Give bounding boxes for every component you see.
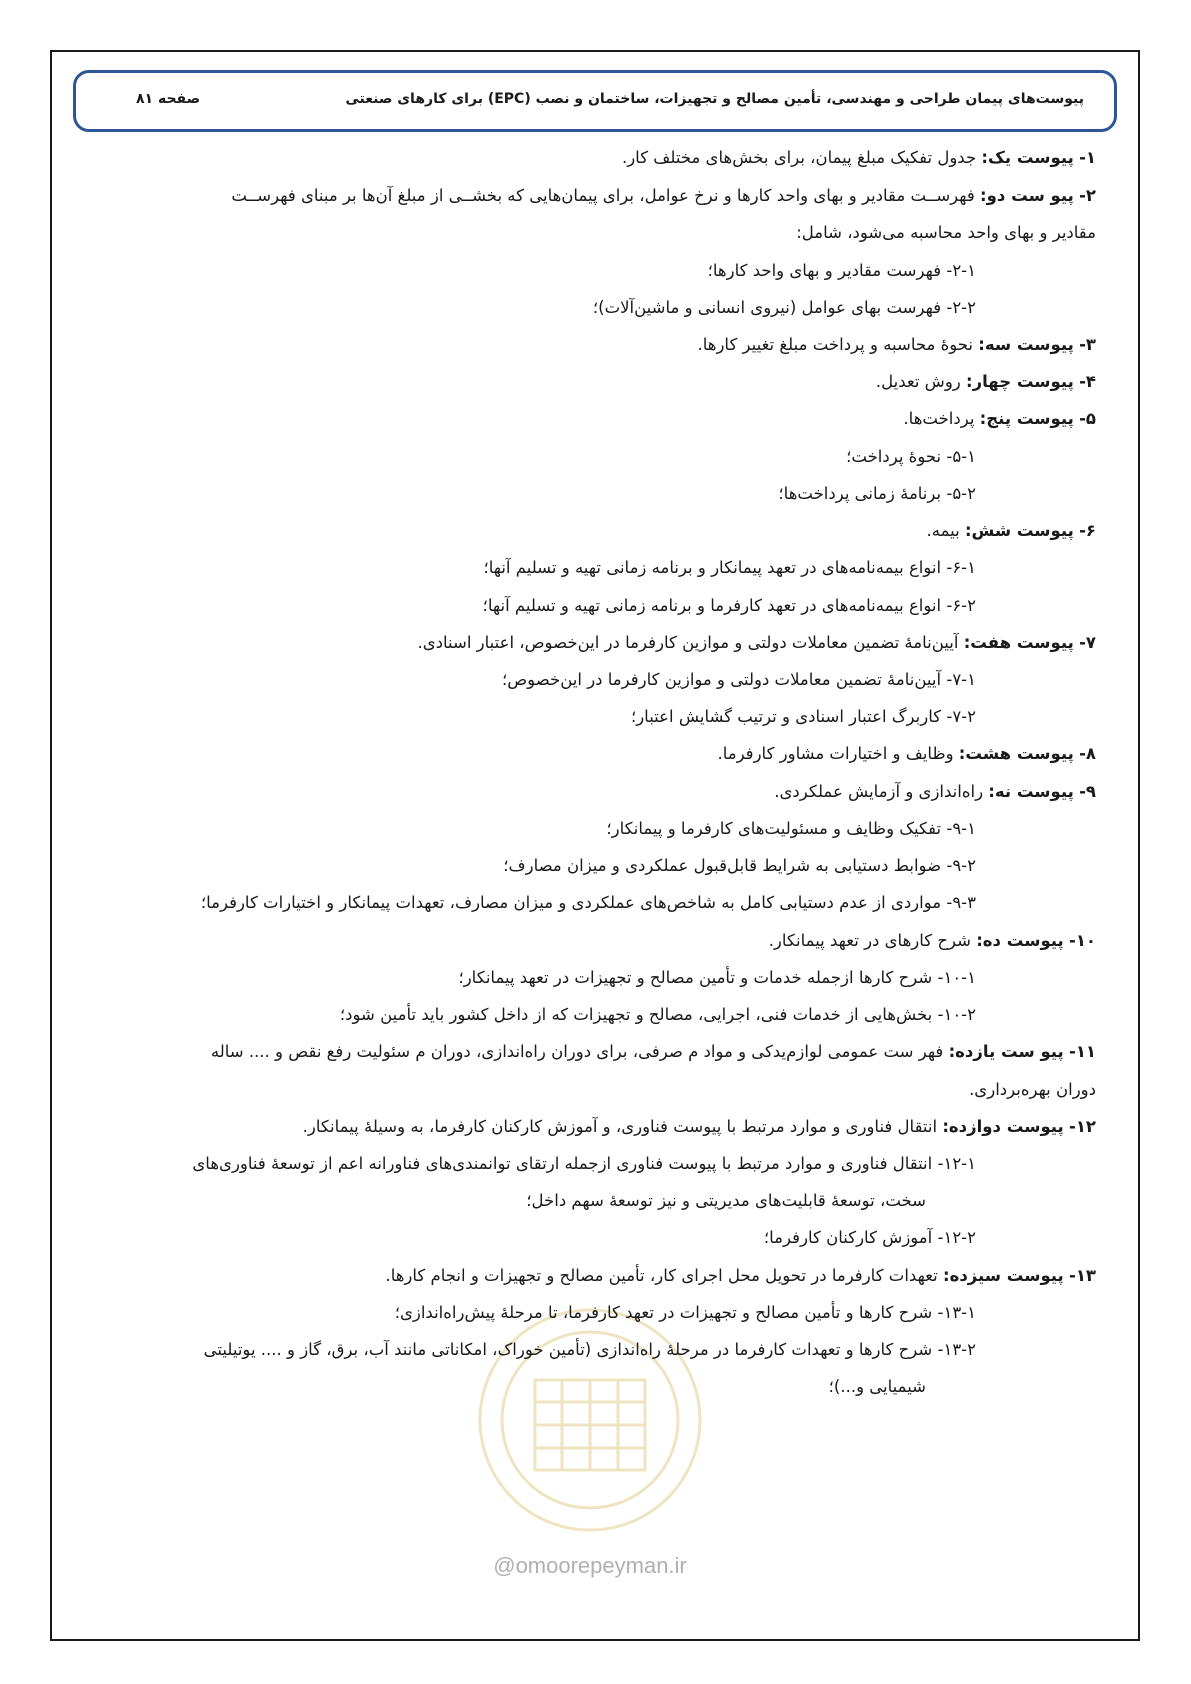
appendix-text: ضوابط دستیابی به شرایط قابل‌قبول عملکردی و میزان مصارف؛ [503, 856, 942, 875]
item-number: ۱۳- [1068, 1266, 1096, 1285]
appendix-line [697, 334, 1096, 356]
appendix-text: برنامهٔ زمانی پرداخت‌ها؛ [778, 484, 942, 503]
appendix-label: پیوست هفت: [963, 633, 1074, 652]
item-number: ۶-۲- [946, 596, 976, 615]
header-title: پیوست‌های پیمان طراحی و مهندسی، تأمین مصالح و تجهیزات، ساختمان و نصب (EPC) برای کارهای صنعتی [345, 91, 1084, 107]
appendix-text: فهرست بهای عوامل (نیروی انسانی و ماشین‌آلات)؛ [592, 298, 942, 317]
appendix-text: فهر ست عمومی لوازم‌یدکی و مواد م صرفی، برای دوران راه‌اندازی، دوران م سئولیت رفع نقص و .... ساله [210, 1042, 949, 1061]
item-number: ۱۰-۱- [937, 968, 976, 987]
item-number: ۲-۲- [946, 298, 976, 317]
appendix-text: وظایف و اختیارات مشاور کارفرما. [717, 744, 959, 763]
appendix-line [876, 371, 1096, 393]
appendix-label: پیوست هشت: [958, 744, 1074, 763]
appendix-line [631, 706, 976, 728]
appendix-line [708, 260, 976, 282]
item-number: ۱۰- [1068, 931, 1096, 950]
item-number: ۱۳-۲- [937, 1340, 976, 1359]
appendix-line [395, 1302, 976, 1324]
appendix-line [764, 1227, 976, 1249]
watermark-logo [440, 1290, 740, 1590]
appendix-line [593, 297, 976, 319]
item-number: ۹- [1079, 782, 1096, 801]
item-number: ۷-۱- [946, 670, 976, 689]
appendix-label: پیوست یک: [981, 148, 1074, 167]
item-number: ۱۳-۱- [937, 1303, 976, 1322]
appendix-text: جدول تفکیک مبلغ پیمان، برای بخش‌های مختلف کار. [621, 148, 982, 167]
appendix-text: بخش‌هایی از خدمات فنی، اجرایی، مصالح و تجهیزات که از داخل کشور باید تأمین شود؛ [339, 1005, 933, 1024]
appendix-text: فهرســت مقادیر و بهای واحد کارها و نرخ عوامل، برای پیمان‌هایی که بخشــی از مبلغ آن‌ها بر مبنای فهرســت [231, 186, 981, 205]
appendix-text: انواع بیمه‌نامه‌های در تعهد پیمانکار و برنامه زمانی تهیه و تسلیم آنها؛ [483, 558, 942, 577]
item-number: ۹-۳- [946, 893, 976, 912]
appendix-text: سخت، توسعهٔ قابلیت‌های مدیریتی و نیز توسعهٔ سهم داخل؛ [526, 1191, 926, 1210]
appendix-line [483, 557, 976, 579]
item-number: ۱۱- [1068, 1042, 1096, 1061]
appendix-text: تعهدات کارفرما در تحویل محل اجرای کار، تأمین مصالح و تجهیزات و انجام کارها. [385, 1266, 943, 1285]
appendix-text: آیین‌نامهٔ تضمین معاملات دولتی و موازین کارفرما در این‌خصوص؛ [501, 670, 942, 689]
appendix-text: پرداخت‌ها. [903, 409, 980, 428]
appendix-line [717, 743, 1096, 765]
appendix-text: انواع بیمه‌نامه‌های در تعهد کارفرما و برنامه زمانی تهیه و تسلیم آنها؛ [482, 596, 942, 615]
appendix-text: شرح کارهای در تعهد پیمانکار. [768, 931, 977, 950]
appendix-label: پیوست شش: [964, 521, 1074, 540]
appendix-text: انتقال فناوری و موارد مرتبط با پیوست فناوری ازجمله ارتقای توانمندی‌های فناورانه اعم از توسعهٔ فناوری‌های [192, 1154, 933, 1173]
appendix-line [846, 446, 976, 468]
appendix-line [303, 1116, 1096, 1138]
appendix-text: آموزش کارکنان کارفرما؛ [763, 1228, 933, 1247]
appendix-line [385, 1265, 1096, 1287]
item-number: ۵-۲- [946, 484, 976, 503]
appendix-label: پیوست چهار: [966, 372, 1074, 391]
item-number: ۴- [1079, 372, 1096, 391]
appendix-line [483, 595, 976, 617]
item-number: ۹-۱- [946, 819, 976, 838]
appendix-line [204, 1339, 976, 1361]
item-number: ۷- [1079, 633, 1096, 652]
item-number: ۳- [1079, 335, 1096, 354]
appendix-text: انتقال فناوری و موارد مرتبط با پیوست فناوری، و آموزش کارکنان کارفرما، به وسیلهٔ پیمانکار. [302, 1117, 943, 1136]
item-number: ۱- [1079, 148, 1096, 167]
appendix-text: راه‌اندازی و آزمایش عملکردی. [774, 782, 989, 801]
appendix-text: روش تعدیل. [875, 372, 967, 391]
appendix-line [231, 185, 1096, 207]
item-number: ۲- [1079, 186, 1096, 205]
appendix-line [458, 967, 976, 989]
appendix-line [340, 1004, 976, 1026]
appendix-line [526, 1190, 926, 1212]
appendix-line [503, 855, 976, 877]
watermark-text: @omoorepeyman.ir [493, 1553, 687, 1578]
appendix-label: پیوست سیزده: [942, 1266, 1064, 1285]
appendix-line [969, 1079, 1096, 1101]
appendix-line [622, 147, 1096, 169]
appendix-text: شرح کارها و تعهدات کارفرما در مرحلهٔ راه‌اندازی (تأمین خوراک، امکاناتی مانند آب، برق، گاز و .... یوتیلیتی [203, 1340, 933, 1359]
page-header [73, 70, 1117, 132]
appendix-text: شرح کارها ازجمله خدمات و تأمین مصالح و تجهیزات در تعهد پیمانکار؛ [458, 968, 933, 987]
appendix-text: فهرست مقادیر و بهای واحد کارها؛ [707, 261, 942, 280]
appendix-line [903, 408, 1096, 430]
item-number: ۵-۱- [946, 447, 976, 466]
appendix-label: پیوست نه: [988, 782, 1074, 801]
appendix-line [769, 930, 1096, 952]
appendix-line [606, 818, 976, 840]
appendix-label: پیوست ده: [976, 931, 1064, 950]
appendix-text: آیین‌نامهٔ تضمین معاملات دولتی و موازین کارفرما در این‌خصوص، اعتبار اسنادی. [417, 633, 964, 652]
appendix-text: دوران بهره‌برداری. [969, 1080, 1096, 1099]
appendix-label: پیو ست دو: [980, 186, 1074, 205]
appendix-text: تفکیک وظایف و مسئولیت‌های کارفرما و پیمانکار؛ [606, 819, 942, 838]
item-number: ۸- [1079, 744, 1096, 763]
appendix-line [774, 781, 1096, 803]
item-number: ۶- [1079, 521, 1096, 540]
appendix-line [796, 222, 1096, 244]
item-number: ۶-۱- [946, 558, 976, 577]
appendix-line [417, 632, 1096, 654]
item-number: ۹-۲- [946, 856, 976, 875]
appendix-label: پیوست دوازده: [942, 1117, 1064, 1136]
appendix-text: نحوهٔ پرداخت؛ [846, 447, 942, 466]
appendix-line [829, 1376, 926, 1398]
appendix-line [192, 1153, 976, 1175]
item-number: ۱۲- [1068, 1117, 1096, 1136]
appendix-text: بیمه. [926, 521, 965, 540]
appendix-text: شیمیایی و...)؛ [828, 1377, 926, 1396]
item-number: ۱۲-۱- [937, 1154, 976, 1173]
item-number: ۵- [1079, 409, 1096, 428]
appendix-text: مواردی از عدم دستیابی کامل به شاخص‌های عملکردی و میزان مصارف، تعهدات پیمانکار و اختیارات کارفرما؛ [200, 893, 942, 912]
item-number: ۱۰-۲- [937, 1005, 976, 1024]
appendix-text: کاربرگ اعتبار اسنادی و ترتیب گشایش اعتبار؛ [630, 707, 942, 726]
appendix-line [926, 520, 1096, 542]
appendix-line [211, 1041, 1096, 1063]
appendix-label: پیوست پنج: [979, 409, 1074, 428]
appendix-label: پیو ست یازده: [948, 1042, 1064, 1061]
appendix-text: شرح کارها و تأمین مصالح و تجهیزات در تعهد کارفرما، تا مرحلهٔ پیش‌راه‌اندازی؛ [394, 1303, 933, 1322]
item-number: ۲-۱- [946, 261, 976, 280]
appendix-text: نحوهٔ محاسبه و پرداخت مبلغ تغییر کارها. [697, 335, 979, 354]
appendix-line [778, 483, 976, 505]
item-number: ۱۲-۲- [937, 1228, 976, 1247]
appendix-label: پیوست سه: [978, 335, 1074, 354]
page-number: صفحه ۸۱ [136, 91, 201, 107]
item-number: ۷-۲- [946, 707, 976, 726]
appendix-text: مقادیر و بهای واحد محاسبه می‌شود، شامل: [796, 223, 1096, 242]
appendix-line [502, 669, 976, 691]
appendix-line [201, 892, 976, 914]
